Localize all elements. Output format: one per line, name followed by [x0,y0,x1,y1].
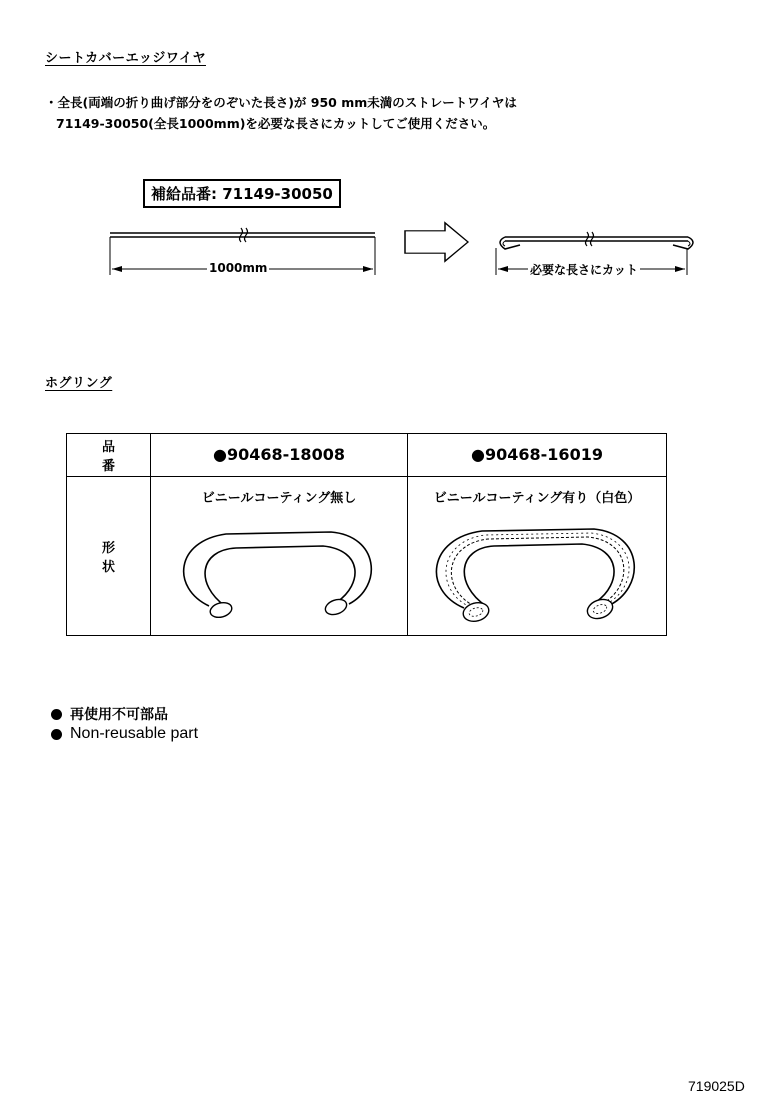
legend-jp [51,704,168,724]
legend-en-text: Non-reusable part [70,725,199,742]
legend-jp-text: 再使用不可部品 [70,707,168,723]
hog-ring-coated-illustration [408,506,666,624]
edge-wire-diagram [100,220,700,290]
section-heading-edge-wire: シートカバーエッジワイヤ [45,51,206,66]
section-heading-hog-ring: ホグリング [45,376,113,391]
hog-ring-table [66,433,667,636]
cut-label: 必要な長さにカット [530,263,638,277]
legend-en [51,725,198,743]
shape-cell-coated [408,477,667,636]
caption-coated: ビニールコーティング有り（白色） [433,491,641,506]
supply-part-number-box: 補給品番: 71149-30050 [143,179,341,208]
break-mark [240,228,248,242]
arrow-icon [405,223,468,261]
part-number-row-label: 品 番 [67,434,151,477]
shape-row-label: 形 状 [67,477,151,636]
bullet-icon [51,709,62,720]
hog-ring-uncoated-illustration [151,506,407,624]
bullet-icon [51,729,62,740]
length-label: 1000mm [209,261,268,275]
caption-uncoated: ビニールコーティング無し [201,491,357,506]
wire-note-line-1: ・全長(両端の折り曲げ部分をのぞいた長さ)が 950 mm未満のストレートワイヤは [45,95,517,110]
diagram-code: 719025D [688,1078,745,1094]
part-number-1: ●90468-18008 [151,434,408,477]
part-number-2: ●90468-16019 [408,434,667,477]
wire-note-line-2: 71149-30050(全長1000mm)を必要な長さにカットしてご使用ください。 [56,116,496,131]
shape-cell-uncoated [151,477,408,636]
